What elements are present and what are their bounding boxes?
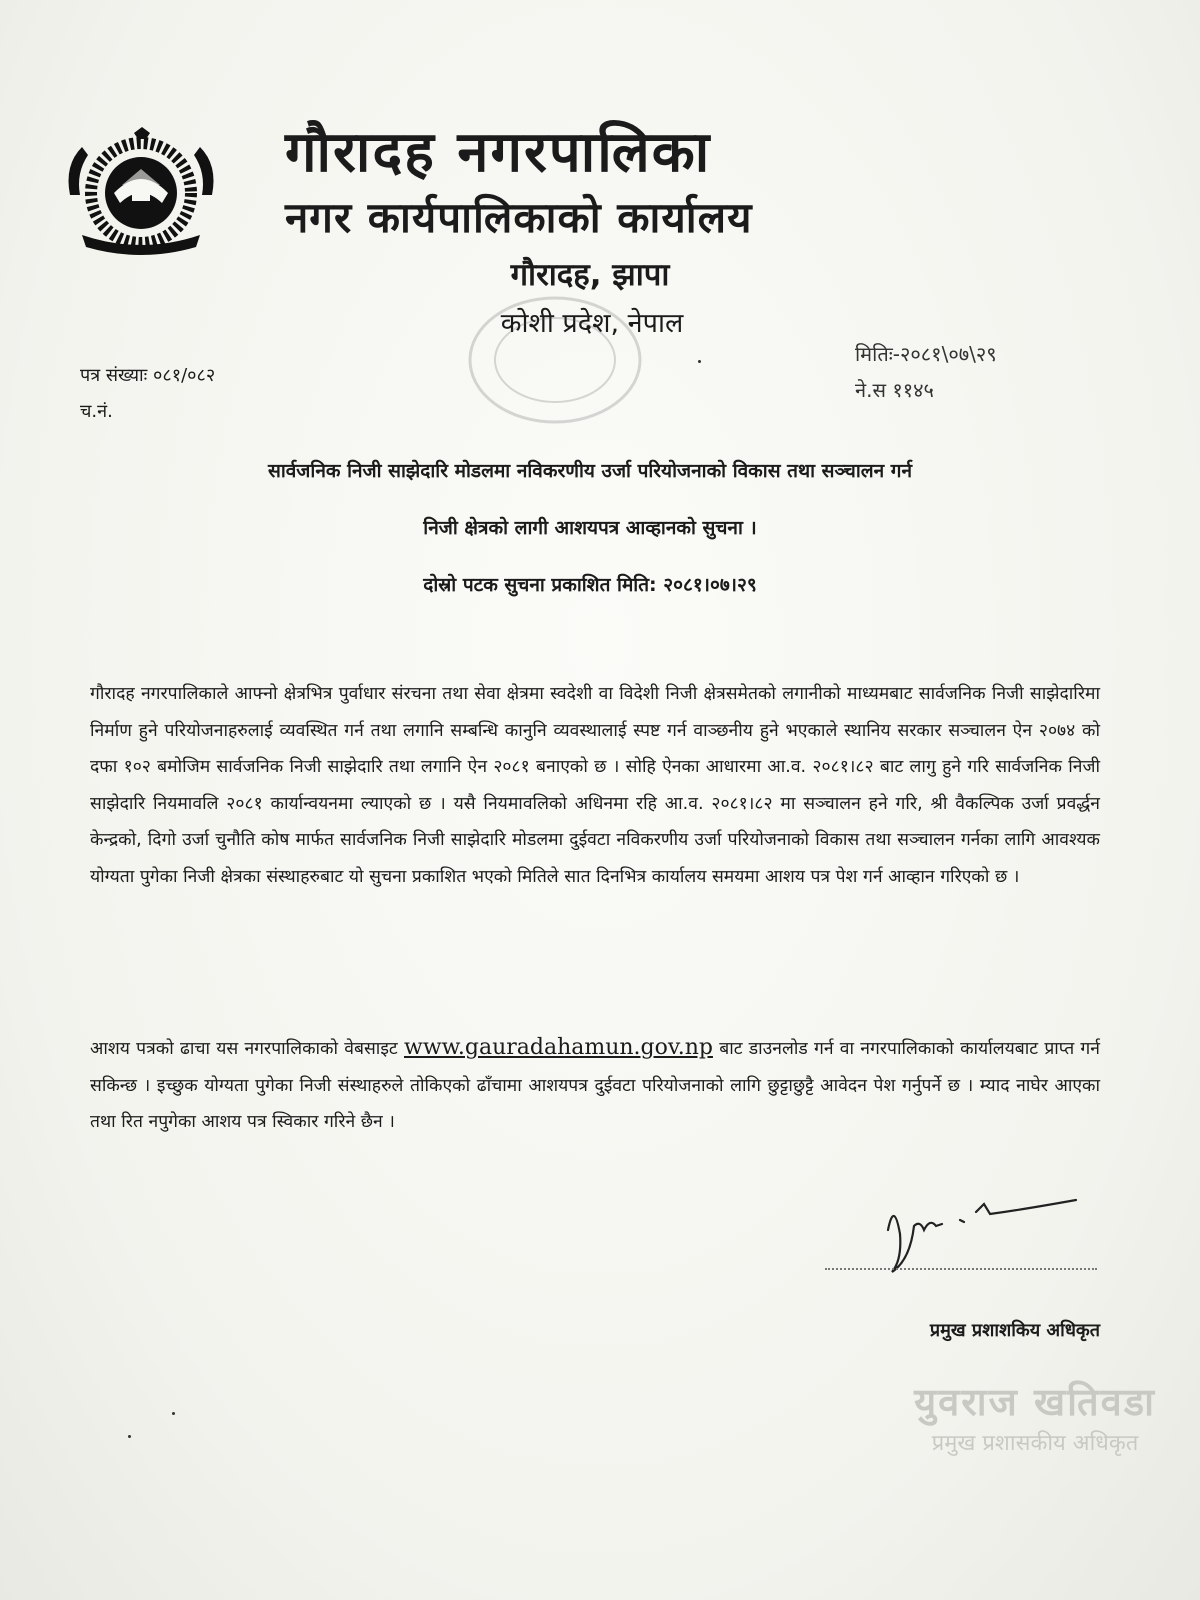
subject-line-1: सार्वजनिक निजी साझेदारि मोडलमा नविकरणीय उर्जा परियोजनाको विकास तथा सञ्चालन गर्न (267, 460, 913, 482)
office-stamp-icon (455, 290, 655, 430)
government-emblem (62, 125, 220, 260)
subject-line-2: निजी क्षेत्रको लागी आशयपत्र आव्हानको सुचना । (423, 517, 757, 539)
office-name: नगर कार्यपालिकाको कार्यालय (285, 193, 753, 242)
dispatch-number: च.नं. (80, 401, 113, 422)
paper-speck (172, 1412, 175, 1415)
office-province: कोशी प्रदेश, नेपाल (500, 308, 684, 339)
notice-subject (140, 443, 1040, 614)
office-location: गौरादह, झापा (510, 257, 670, 293)
stamp-designation: प्रमुख प्रशासकीय अधिकृत (931, 1431, 1139, 1456)
name-stamp (885, 1375, 1185, 1457)
body-paragraph-1: गौरादह नगरपालिकाले आफ्नो क्षेत्रभित्र पुर्वाधार संरचना तथा सेवा क्षेत्रमा स्वदेशी वा विदेशी निजी क्षेत्रसमेतको लगानीको माध्यमबाट सार्वजनिक निजी साझेदारिमा निर्माण हुने परियोजनाहरुलाई व्यवस्थित गर्न तथा लगानि सम्बन्धि कानुनि व्यवस्थालाई स्पष्ट गर्न वाञ्छनीय हुने भएकाले स्थानिय सरकार सञ्चालन ऐन २०७४ को दफा १०२ बमोजिम सार्वजनिक निजी साझेदारि तथा लगानि ऐन २०८१ बनाएको छ । सोहि ऐनका आधारमा आ.व. २०८१।८२ बाट लागु हुने गरि सार्वजनिक निजी साझेदारि नियमावलि २०८१ कार्यान्वयनमा ल्याएको छ । यसै नियमावलिको अधिनमा रहि आ.व. २०८१।८२ मा सञ्चालन हने गरि, श्री वैकल्पिक उर्जा प्रवर्द्धन केन्द्रको, दिगो उर्जा चुनौति कोष मार्फत सार्वजनिक निजी साझेदारि मोडलमा दुईवटा नविकरणीय उर्जा परियोजनाको विकास तथा सञ्चालन गर्नका लागि आवश्यक योग्यता पुगेका निजी क्षेत्रका संस्थाहरुबाट यो सुचना प्रकाशित भएको मितिले सात दिनभित्र कार्यालय समयमा आशय पत्र पेश गर्न आव्हान गरिएको छ । (90, 684, 1100, 887)
signatory-title: प्रमुख प्रशाशकिय अधिकृत (929, 1320, 1100, 1341)
paper-speck (128, 1435, 131, 1438)
date-block (855, 336, 997, 408)
stamp-name: युवराज खतिवडा (914, 1380, 1156, 1424)
reference-block (80, 358, 215, 430)
paragraph-2-intro: आशय पत्रको ढाचा यस नगरपालिकाको वेबसाइट (90, 1039, 398, 1059)
subject-line-3: दोस्रो पटक सुचना प्रकाशित मिति: २०८१।०७।२९ (423, 574, 757, 596)
body-paragraph-2 (90, 1030, 1100, 1141)
signature-icon (880, 1190, 1090, 1280)
municipality-name: गौरादह नगरपालिका (285, 120, 712, 185)
letter-date: मितिः-२०८१\०७\२९ (855, 342, 997, 366)
nepal-sambat-date: ने.स ११४५ (855, 378, 934, 402)
signature-line (825, 1268, 1097, 1270)
paper-speck (698, 360, 701, 363)
website-link[interactable]: www.gauradahamun.gov.np (404, 1035, 713, 1060)
paragraph-2-rest: बाट डाउनलोड गर्न वा नगरपालिकाको कार्यालयबाट प्राप्त गर्न सकिन्छ । इच्छुक योग्यता पुगेका निजी संस्थाहरुले तोकिएको ढाँचामा आशयपत्र दुईवटा परियोजनाको लागि छुट्टाछुट्टै आवेदन पेश गर्नुपर्ने छ । म्याद नाघेर आएका तथा रित नपुगेका आशय पत्र स्विकार गरिने छैन । (90, 1039, 1100, 1132)
letter-number: पत्र संख्याः ०८१/०८२ (80, 365, 216, 386)
